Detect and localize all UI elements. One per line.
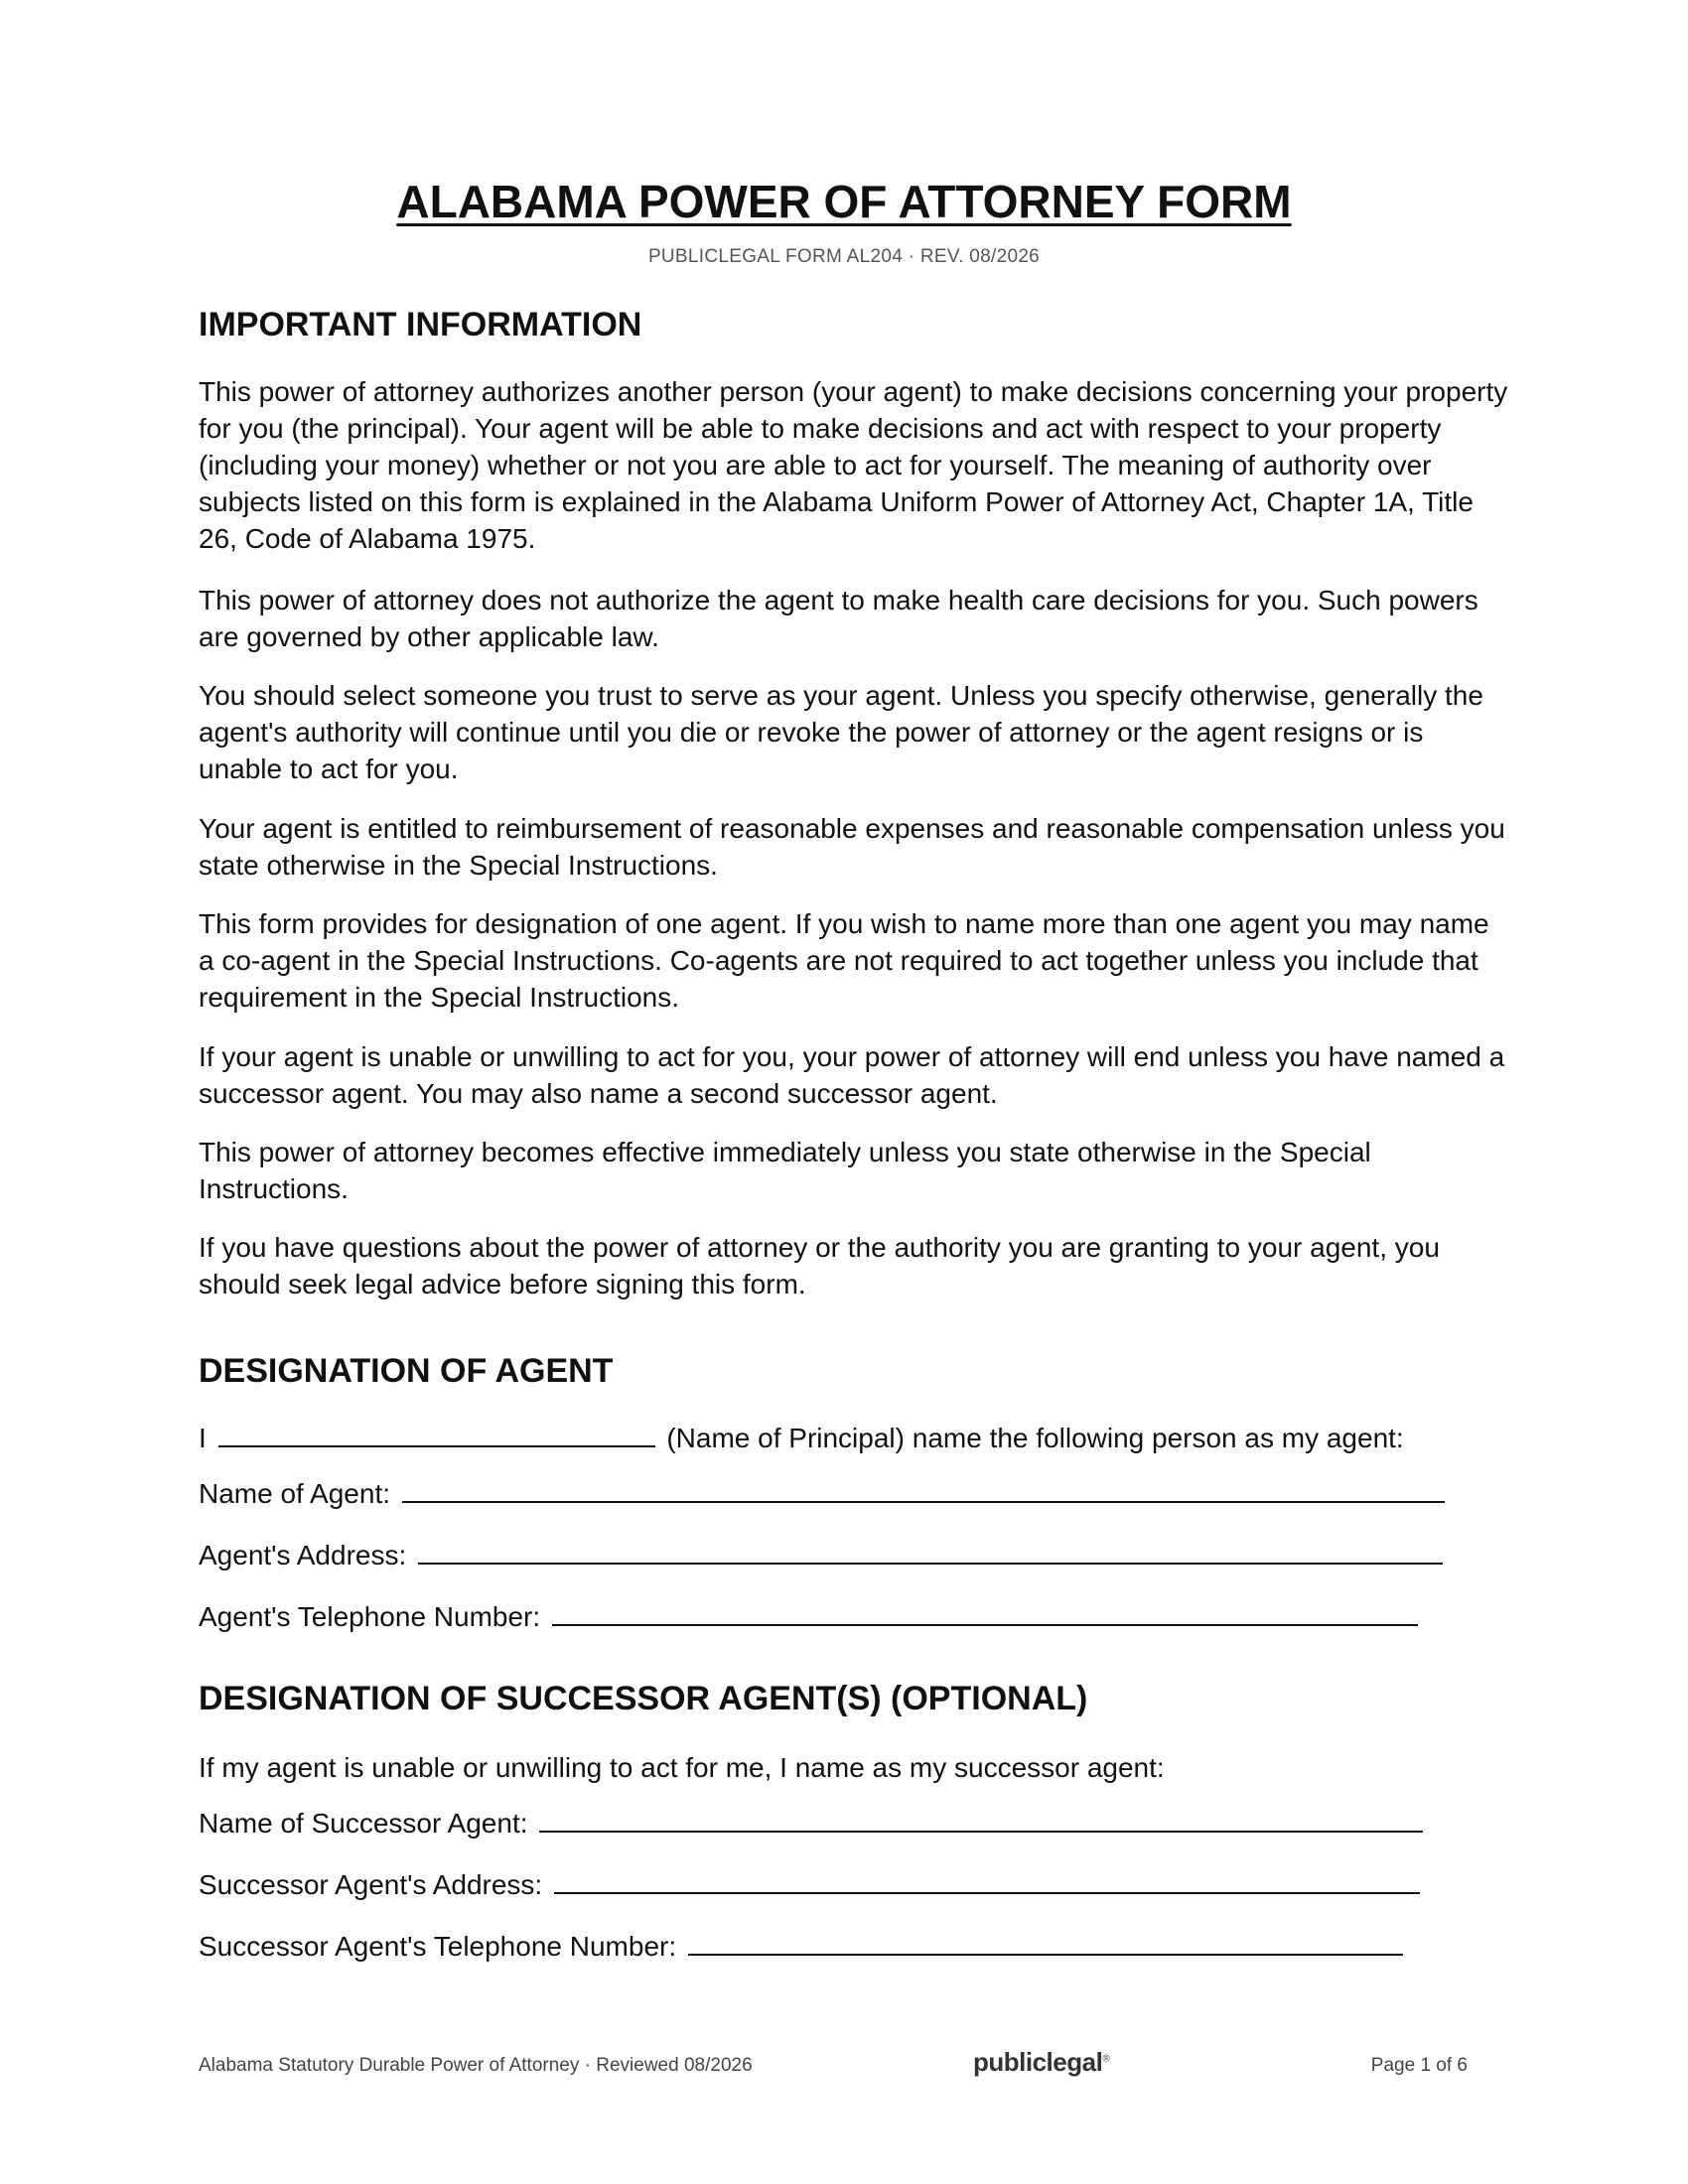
principal-suffix: (Name of Principal) name the following person as my agent: — [666, 1423, 1404, 1453]
principal-line — [199, 1420, 1404, 1456]
paragraph: This power of attorney authorizes another person (your agent) to make decisions concerning your property for you (the principal). Your agent will be able to make decisions and act with respect to your property (including your money) whether or not you are able to act for yourself. The meaning of authority over subjects listed on this form is explained in the Alabama Uniform Power of Attorney Act, Chapter 1A, Title 26, Code of Alabama 1975. — [199, 376, 1508, 554]
brand-text: publiclegal — [973, 2047, 1103, 2077]
registered-mark: ® — [1102, 2053, 1110, 2065]
agent-name-line — [199, 1475, 1449, 1512]
agent-address-label: Agent's Address: — [199, 1540, 407, 1570]
successor-phone-label: Successor Agent's Telephone Number: — [199, 1931, 677, 1962]
agent-heading: DESIGNATION OF AGENT — [199, 1352, 614, 1390]
paragraph: You should select someone you trust to serve as your agent. Unless you specify otherwise, generally the agent's authority will continue until you die or revoke the power of attorney or the agent resigns or is unable to act for you. — [199, 680, 1483, 784]
page-number: Page 1 of 6 — [1370, 2055, 1468, 2076]
paragraph: If you have questions about the power of attorney or the authority you are granting to your agent, you should seek legal advice before signing this form. — [199, 1232, 1440, 1299]
principal-prefix: I — [199, 1423, 207, 1453]
successor-phone-field[interactable] — [688, 1928, 1403, 1956]
successor-address-label: Successor Agent's Address: — [199, 1869, 543, 1900]
principal-name-field[interactable] — [218, 1420, 655, 1447]
agent-address-line — [199, 1537, 1447, 1573]
successor-intro: If my agent is unable or unwilling to act for me, I name as my successor agent: — [199, 1752, 1165, 1783]
paragraph: If your agent is unable or unwilling to act for you, your power of attorney will end unless you have named a successor agent. You may also name a second successor agent. — [199, 1041, 1505, 1109]
agent-phone-label: Agent's Telephone Number: — [199, 1601, 541, 1632]
successor-name-field[interactable] — [539, 1805, 1423, 1833]
agent-address-field[interactable] — [418, 1537, 1443, 1565]
paragraph: Your agent is entitled to reimbursement of reasonable expenses and reasonable compensation unless you state otherwise in the Special Instructions. — [199, 813, 1505, 881]
footer-note: Alabama Statutory Durable Power of Attorney · Reviewed 08/2026 — [199, 2055, 753, 2076]
successor-address-field[interactable] — [554, 1866, 1420, 1894]
paragraph: This power of attorney becomes effective immediately unless you state otherwise in the Special Instructions. — [199, 1137, 1371, 1204]
successor-address-line — [199, 1866, 1424, 1903]
brand-logo — [973, 2047, 1109, 2078]
successor-heading: DESIGNATION OF SUCCESSOR AGENT(S) (OPTIONAL) — [199, 1680, 1088, 1717]
page-title: ALABAMA POWER OF ATTORNEY FORM — [396, 176, 1292, 227]
agent-phone-field[interactable] — [552, 1598, 1418, 1626]
agent-name-label: Name of Agent: — [199, 1478, 391, 1509]
successor-phone-line — [199, 1928, 1407, 1965]
successor-name-label: Name of Successor Agent: — [199, 1808, 528, 1839]
paragraph: This form provides for designation of one agent. If you wish to name more than one agent you may name a co-agent in the Special Instructions. Co-agents are not required to act together unless you include that requirement in the Special Instructions. — [199, 908, 1489, 1013]
form-id: PUBLICLEGAL FORM AL204 · REV. 08/2026 — [647, 246, 1041, 267]
paragraph: This power of attorney does not authorize the agent to make health care decisions for you. Such powers are governed by other applicable law. — [199, 585, 1478, 652]
agent-phone-line — [199, 1598, 1422, 1635]
successor-name-line — [199, 1805, 1427, 1842]
important-heading: IMPORTANT INFORMATION — [199, 306, 642, 343]
agent-name-field[interactable] — [402, 1475, 1445, 1503]
